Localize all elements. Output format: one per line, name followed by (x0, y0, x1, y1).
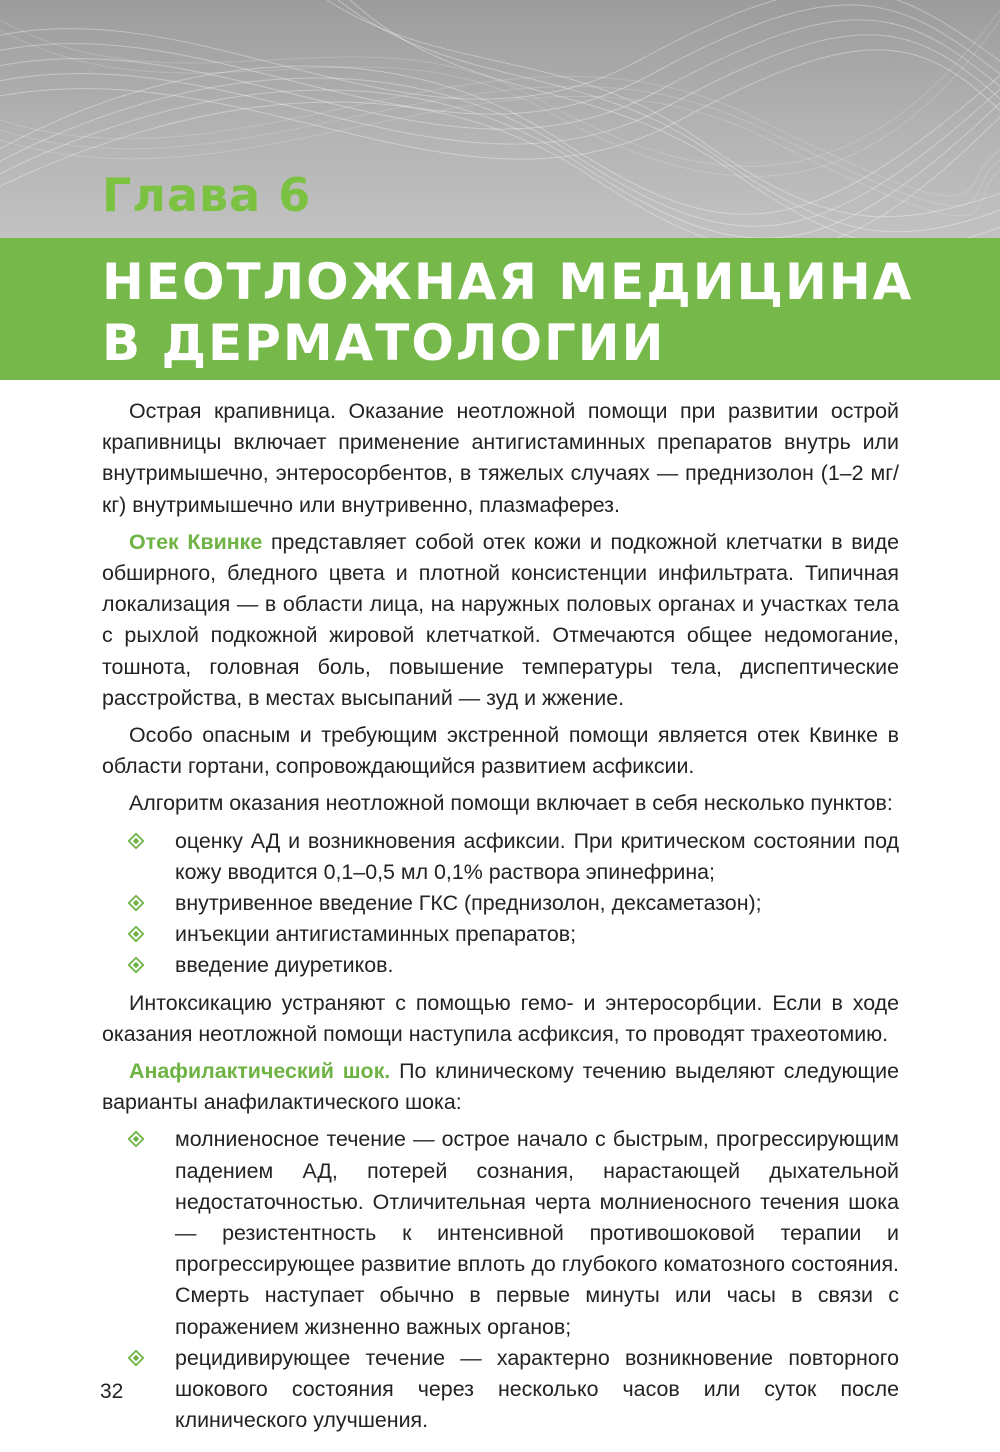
paragraph-anaphylactic-shock (102, 1056, 899, 1118)
chapter-label: Глава 6 (102, 168, 312, 222)
chapter-title-line-2: В ДЕРМАТОЛОГИИ (102, 314, 666, 372)
page-number: 32 (100, 1380, 124, 1403)
paragraph-quincke-edema (102, 527, 899, 714)
list-item (175, 1124, 899, 1342)
diamond-bullet-icon (128, 957, 144, 973)
chapter-header-background (0, 0, 1000, 238)
paragraph-intoxication: Интоксикацию устраняют с помощью гемо- и энтеросорбции. Если в ходе оказания неотложной помощи наступила асфиксия, то проводят трахеотомию. (102, 990, 899, 1046)
list-item-text: молниеносное течение — острое начало с быстрым, прогрессирующим падением АД, потерей сознания, нарастающей дыхательной недостаточностью. Отличительная черта молниеносного течения шока — резистентность к интенсивной противошоковой терапии и прогрессирующее развитие вплоть до глубокого коматозного состояния. Смерть наступает обычно в первые минуты или часы в связи с поражением жизненно важных органов; (175, 1127, 899, 1339)
chapter-body (102, 396, 899, 1443)
paragraph-urticaria: Острая крапивница. Оказание неотложной помощи при развитии острой крапивницы включает применение антигистаминных препаратов внутрь или внутримышечно, энтеросорбентов, в тяжелых случаях — преднизолон (1–2 мг/кг) внутримышечно или внутривенно, плазмаферез. (102, 399, 899, 517)
paragraph-quincke-edema-text: представляет собой отек кожи и подкожной клетчатки в виде обширного, бледного цвета и плотной консистенции инфильтрата. Типичная локализация — в области лица, на наружных половых органах и участках тела с рыхлой подкожной жировой клетчаткой. Отмечаются общее недомогание, тошнота, головная боль, повышение температуры тела, диспептические расстройства, в местах высыпаний — зуд и жжение. (102, 529, 899, 710)
diamond-bullet-icon (128, 833, 144, 849)
diamond-bullet-icon (128, 926, 144, 942)
list-item (175, 826, 899, 888)
diamond-bullet-icon (128, 1131, 144, 1147)
paragraph-anaphylactic-shock-text: По клиническому течению выделяют следующие варианты анафилактического шока: (102, 1059, 899, 1115)
list-item-text: рецидивирующее течение — характерно возникновение повторного шокового состояния через несколько часов или суток после клинического улучшения. (175, 1345, 899, 1433)
list-item-text: оценку АД и возникновения асфиксии. При критическом состоянии под кожу вводится 0,1–0,5 мл 0,1% раствора эпинефрина; (175, 828, 899, 884)
paragraph-larynx-edema: Особо опасным и требующим экстренной помощи является отек Квинке в области гортани, сопровождающийся развитием асфиксии. (102, 723, 899, 779)
list-item (175, 950, 899, 981)
chapter-title-line-1: НЕОТЛОЖНАЯ МЕДИЦИНА (102, 253, 914, 311)
term-anaphylactic-shock: Анафилактический шок. (129, 1059, 391, 1084)
list-item-text: введение диуретиков. (175, 953, 394, 978)
list-item-text: инъекции антигистаминных препаратов; (175, 922, 577, 947)
term-quincke-edema: Отек Квинке (129, 529, 263, 554)
diamond-bullet-icon (128, 1350, 144, 1366)
list-item-text: внутривенное введение ГКС (преднизолон, дексаметазон); (175, 891, 762, 916)
shock-variants-list (102, 1124, 899, 1436)
algorithm-list (102, 826, 899, 982)
list-item (175, 919, 899, 950)
list-item (175, 1343, 899, 1437)
list-item (175, 888, 899, 919)
diamond-bullet-icon (128, 895, 144, 911)
paragraph-algorithm-intro: Алгоритм оказания неотложной помощи включает в себя несколько пунктов: (129, 791, 893, 816)
